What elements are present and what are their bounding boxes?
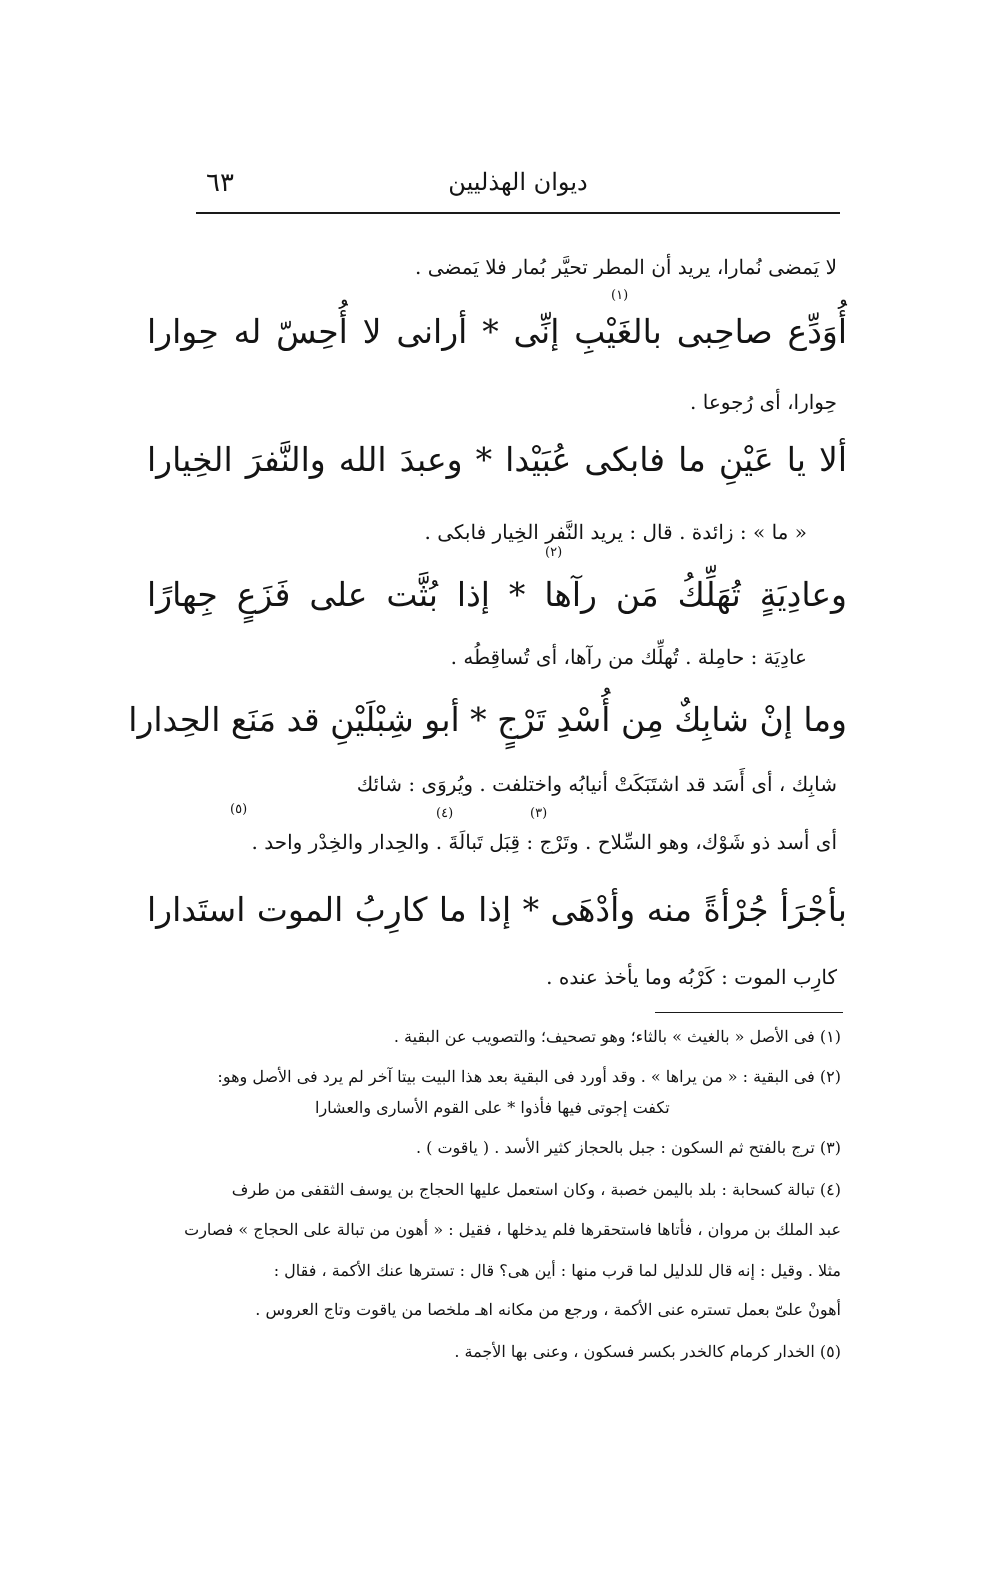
footnote: (٥) الخدار كرمام كالخدر بكسر فسكون ، وعنى بها الأجمة .	[454, 1342, 841, 1361]
verse-line: ألا يا عَيْنِ ما فابكى عُبَيْدا * وعبدَ الله والنَّفرَ الخِيارا	[147, 440, 847, 479]
commentary-line: « ما » : زائدة . قال : يريد النَّفر الخِيار فابكى .	[424, 520, 807, 544]
commentary-line: لا يَمضى نُمارا، يريد أن المطر تحيَّر بُمار فلا يَمضى .	[414, 255, 837, 279]
footnote: (٢) فى البقية : « من يراها » . وقد أورد فى البقية بعد هذا البيت بيتا آخر لم يرد فى الأصل وهو:	[217, 1067, 841, 1086]
commentary-line: كارِب الموت : كَرْبُه وما يأخذ عنده .	[546, 965, 837, 989]
header-rule	[196, 212, 840, 214]
footnote-mark: (٥)	[230, 802, 248, 817]
footnote: (٣) ترج بالفتح ثم السكون : جبل بالحجاز كثير الأسد . ( ياقوت ) .	[415, 1138, 841, 1157]
footnote: عبد الملك بن مروان ، فأتاها فاستحقرها فلم يدخلها ، فقيل : « أهون من تبالة على الحجاج » فصارت	[184, 1220, 841, 1239]
footnote-mark: (٤)	[436, 806, 454, 821]
running-header	[196, 168, 840, 208]
footnote: أهونْ علىّ بعمل تستره عنى الأكمة ، ورجع من مكانه اهـ ملخصا من ياقوت وتاج العروس .	[255, 1300, 841, 1319]
footnote-verse: تكفت إجوتى فيها فأذوا * على القوم الأسارى والعشارا	[315, 1098, 670, 1117]
footnotes-rule	[655, 1012, 843, 1013]
commentary-line: عادِيَة : حامِلة . تُهلِّك من رآها، أى تُساقِطُه .	[450, 645, 807, 669]
verse-line: بأجْرَأ جُرْأةً منه وأدْهَى * إذا ما كارِبُ الموت استَدارا	[147, 890, 847, 929]
book-title: ديوان الهذليين	[448, 168, 588, 196]
footnote-mark: (٣)	[530, 806, 548, 821]
commentary-line: حِوارا، أى رُجوعا .	[690, 390, 837, 414]
commentary-line: شابِك ، أى أَسَد قد اشتَبَكَتْ أنيابُه واختلفت . ويُروَى : شائك	[356, 772, 837, 796]
footnote: (٤) تبالة كسحابة : بلد باليمن خصبة ، وكان استعمل عليها الحجاج بن يوسف الثقفى من طرف	[231, 1180, 841, 1199]
footnote: مثلا . وقيل : إنه قال للدليل لما قرب منها : أين هى؟ قال : تسترها عنك الأكمة ، فقال :	[273, 1261, 841, 1280]
footnote-mark: (١)	[611, 288, 629, 303]
page-number: ٦٣	[206, 168, 234, 198]
verse-line: أُوَدِّع صاحِبى بالغَيْبِ إنِّى * أرانى لا أُحِسّ له حِوارا	[147, 312, 847, 351]
commentary-line: أى أسد ذو شَوْك، وهو السِّلاح . وتَرْج : قِبَل تَبالَةَ . والحِدار والخِدْر واحد .	[251, 830, 837, 854]
footnote: (١) فى الأصل « بالغيث » بالثاء؛ وهو تصحيف؛ والتصويب عن البقية .	[393, 1027, 841, 1046]
footnote-mark: (٢)	[545, 545, 563, 560]
verse-line: وما إنْ شابِكٌ مِن أُسْدِ تَرْجٍ * أبو شِبْلَيْنِ قد مَنَع الحِدارا	[128, 700, 847, 739]
verse-line: وعادِيَةٍ تُهَلِّكُ مَن رآها * إذا بُثَّت على فَزَعٍ جِهارًا	[147, 575, 847, 614]
